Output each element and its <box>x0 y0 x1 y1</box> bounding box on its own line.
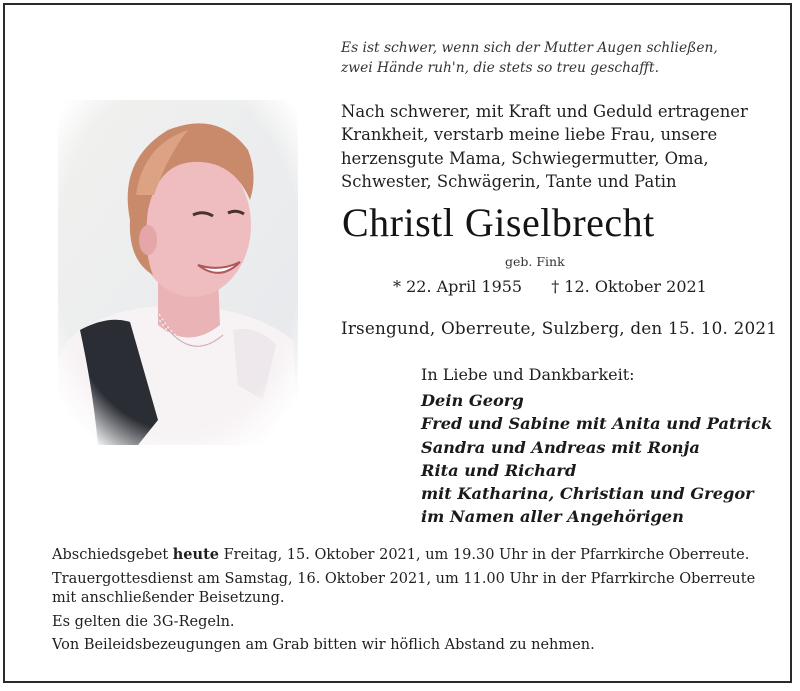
intro-line: Schwester, Schwägerin, Tante und Patin <box>341 171 677 191</box>
farewell-text: Abschiedsgebet <box>52 547 173 563</box>
deceased-name: Christl Giselbrecht <box>342 200 655 245</box>
condolence-note: Von Beileidsbezeugungen am Grab bitten wir höflich Abstand zu nehmen. <box>52 637 595 653</box>
birth-name: geb. Fink <box>505 254 565 269</box>
mourner: im Namen aller Angehörigen <box>421 507 684 527</box>
service-line: mit anschließender Beisetzung. <box>52 590 285 606</box>
death-date: † 12. Oktober 2021 <box>551 277 707 296</box>
intro-line: Krankheit, verstarb meine liebe Frau, unsere <box>341 125 718 145</box>
mourner: Fred und Sabine mit Anita und Patrick <box>421 414 773 434</box>
place-date: Irsengund, Oberreute, Sulzberg, den 15. 10. 2021 <box>341 318 778 338</box>
mourner: Sandra und Andreas mit Ronja <box>421 437 700 457</box>
intro-line: herzensgute Mama, Schwiegermutter, Oma, <box>341 148 709 168</box>
service-notes <box>52 545 782 660</box>
poem-line: zwei Hände ruh'n, die stets so treu geschafft. <box>341 60 659 76</box>
service-line: Trauergottesdienst am Samstag, 16. Oktober 2021, um 11.00 Uhr in der Pfarrkirche Oberreute <box>52 570 756 587</box>
covid-rules: Es gelten die 3G-Regeln. <box>52 613 235 630</box>
mourner: Rita und Richard <box>421 460 577 480</box>
intro-line: Nach schwerer, mit Kraft und Geduld ertragener <box>341 102 748 121</box>
funeral-service-cont <box>52 589 782 609</box>
poem <box>341 38 761 78</box>
birth-date: * 22. April 1955 <box>393 277 523 296</box>
mourners-intro: In Liebe und Dankbarkeit: <box>421 365 635 384</box>
intro-text <box>341 100 761 193</box>
funeral-service <box>52 570 782 590</box>
farewell-text: Freitag, 15. Oktober 2021, um 19.30 Uhr in der Pfarrkirche Oberreute. <box>219 547 750 563</box>
life-dates <box>393 277 707 296</box>
mourner: Dein Georg <box>421 391 524 410</box>
portrait-photo <box>58 100 298 445</box>
poem-line: Es ist schwer, wenn sich der Mutter Augen schließen, <box>341 40 718 56</box>
mourner: mit Katharina, Christian und Gregor <box>421 484 754 504</box>
mourners-list <box>421 389 772 529</box>
farewell-prayer <box>52 545 782 566</box>
farewell-today: heute <box>172 546 219 563</box>
